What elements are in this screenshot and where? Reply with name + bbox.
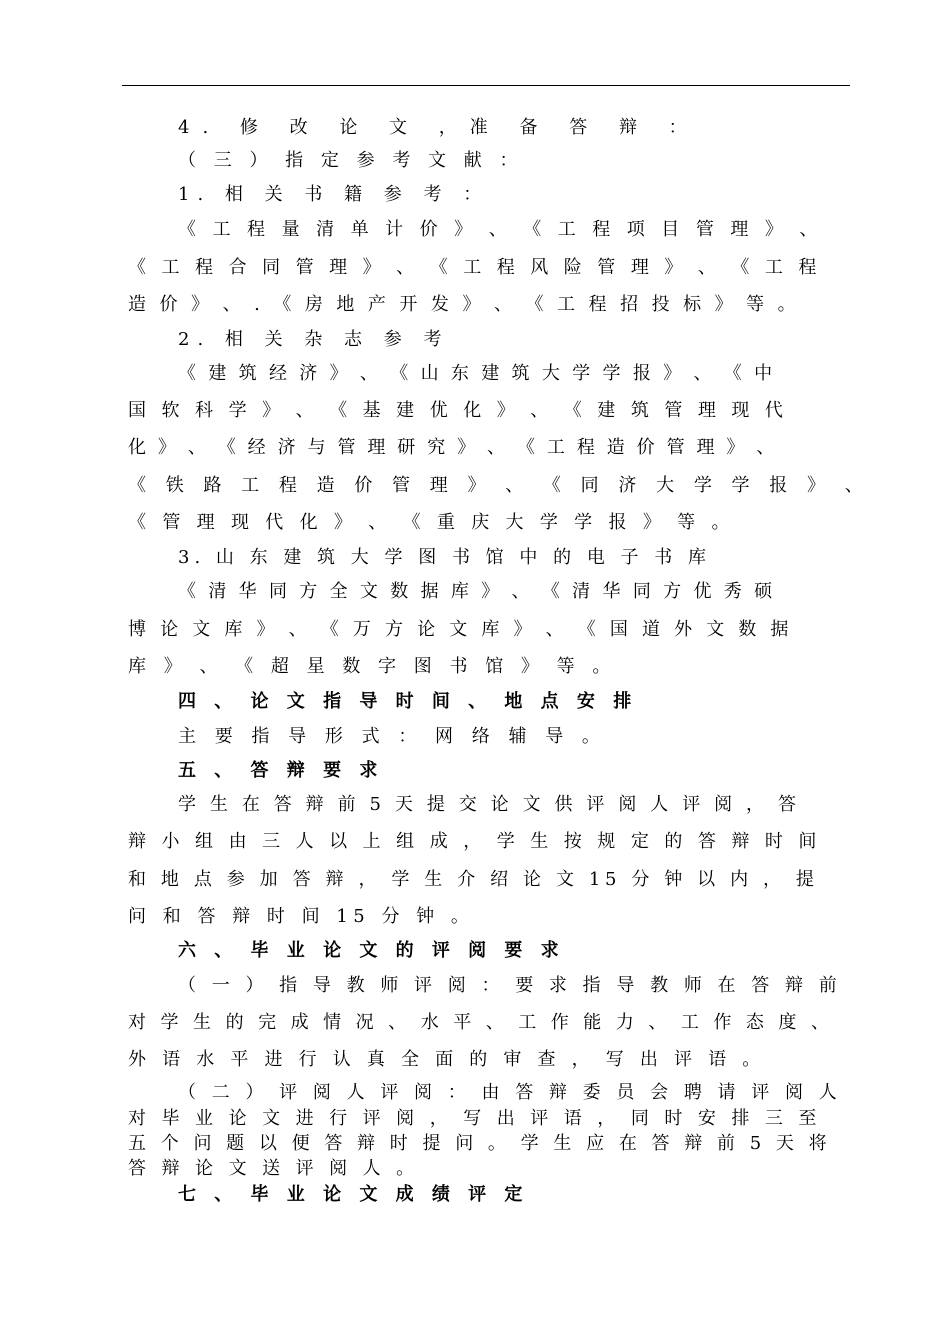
text-line: 3. 山 东 建 筑 大 学 图 书 馆 中 的 电 子 书 库 [178, 547, 711, 568]
text-line: 《 管 理 现 代 化 》 、 《 重 庆 大 学 学 报 》 等 。 [128, 512, 735, 533]
text-line: 问 和 答 辩 时 间 15 分 钟 。 [128, 906, 475, 927]
text-line: 1. 相 关 书 籍 参 考 ： [178, 184, 490, 205]
section-heading: 五 、 答 辩 要 求 [178, 760, 384, 781]
text-line: 化 》 、 《 经 济 与 管 理 研 究 》 、 《 工 程 造 价 管 理 》 、 [128, 437, 778, 458]
text-line: 辩 小 组 由 三 人 以 上 组 成 ， 学 生 按 规 定 的 答 辩 时 间 [128, 831, 822, 852]
text-line: 库 》 、 《 超 星 数 字 图 书 馆 》 等 。 [128, 656, 617, 677]
text-line: （ 二 ） 评 阅 人 评 阅 ： 由 答 辩 委 员 会 聘 请 评 阅 人 [178, 1082, 842, 1103]
text-line: 对 学 生 的 完 成 情 况 、 水 平 、 工 作 能 力 、 工 作 态 度 、 [128, 1012, 834, 1033]
text-line: 《 建 筑 经 济 》 、 《 山 东 建 筑 大 学 学 报 》 、 《 中 [178, 363, 776, 384]
text-line: （ 一 ） 指 导 教 师 评 阅 ： 要 求 指 导 教 师 在 答 辩 前 [178, 975, 842, 996]
text-line: 国 软 科 学 》 、 《 基 建 优 化 》 、 《 建 筑 管 理 现 代 [128, 400, 788, 421]
section-heading: 四 、 论 文 指 导 时 间 、 地 点 安 排 [178, 691, 638, 712]
text-line: 造 价 》 、 . 《 房 地 产 开 发 》 、 《 工 程 招 投 标 》 等 。 [128, 294, 800, 315]
header-rule [122, 85, 850, 86]
section-heading: 七 、 毕 业 论 文 成 绩 评 定 [178, 1184, 529, 1205]
text-line: 五 个 问 题 以 便 答 辩 时 提 问 。 学 生 应 在 答 辩 前 5 天 将 [128, 1133, 832, 1154]
text-line: 学 生 在 答 辩 前 5 天 提 交 论 文 供 评 阅 人 评 阅 ， 答 [178, 794, 801, 815]
text-line: 外 语 水 平 进 行 认 真 全 面 的 审 查 ， 写 出 评 语 。 [128, 1049, 766, 1070]
text-line: 答 辩 论 文 送 评 阅 人 。 [128, 1158, 420, 1179]
text-line: 《 工 程 量 清 单 计 价 》 、 《 工 程 项 目 管 理 》 、 [178, 219, 823, 240]
text-line: 4. 修 改 论 文 ，准 备 答 辩 ： [178, 117, 700, 138]
text-line: 和 地 点 参 加 答 辩 ， 学 生 介 绍 论 文 15 分 钟 以 内 ， 提 [128, 869, 819, 890]
text-line: 博 论 文 库 》 、 《 万 方 论 文 库 》 、 《 国 道 外 文 数 据 [128, 619, 793, 640]
section-heading: 六 、 毕 业 论 文 的 评 阅 要 求 [178, 940, 565, 961]
text-line: 主 要 指 导 形 式 ： 网 络 辅 导 。 [178, 726, 607, 747]
text-line: 《 清 华 同 方 全 文 数 据 库 》 、 《 清 华 同 方 优 秀 硕 [178, 581, 776, 602]
text-line: （ 三 ） 指 定 参 考 文 献 ： [178, 150, 524, 171]
text-line: 2. 相 关 杂 志 参 考 [178, 329, 450, 350]
text-line: 《 铁 路 工 程 造 价 管 理 》 、 《 同 济 大 学 学 报 》 、 [128, 475, 870, 496]
text-line: 《 工 程 合 同 管 理 》 、 《 工 程 风 险 管 理 》 、 《 工 程 [128, 257, 822, 278]
text-line: 对 毕 业 论 文 进 行 评 阅 ， 写 出 评 语 ， 同 时 安 排 三 至 [128, 1108, 822, 1129]
